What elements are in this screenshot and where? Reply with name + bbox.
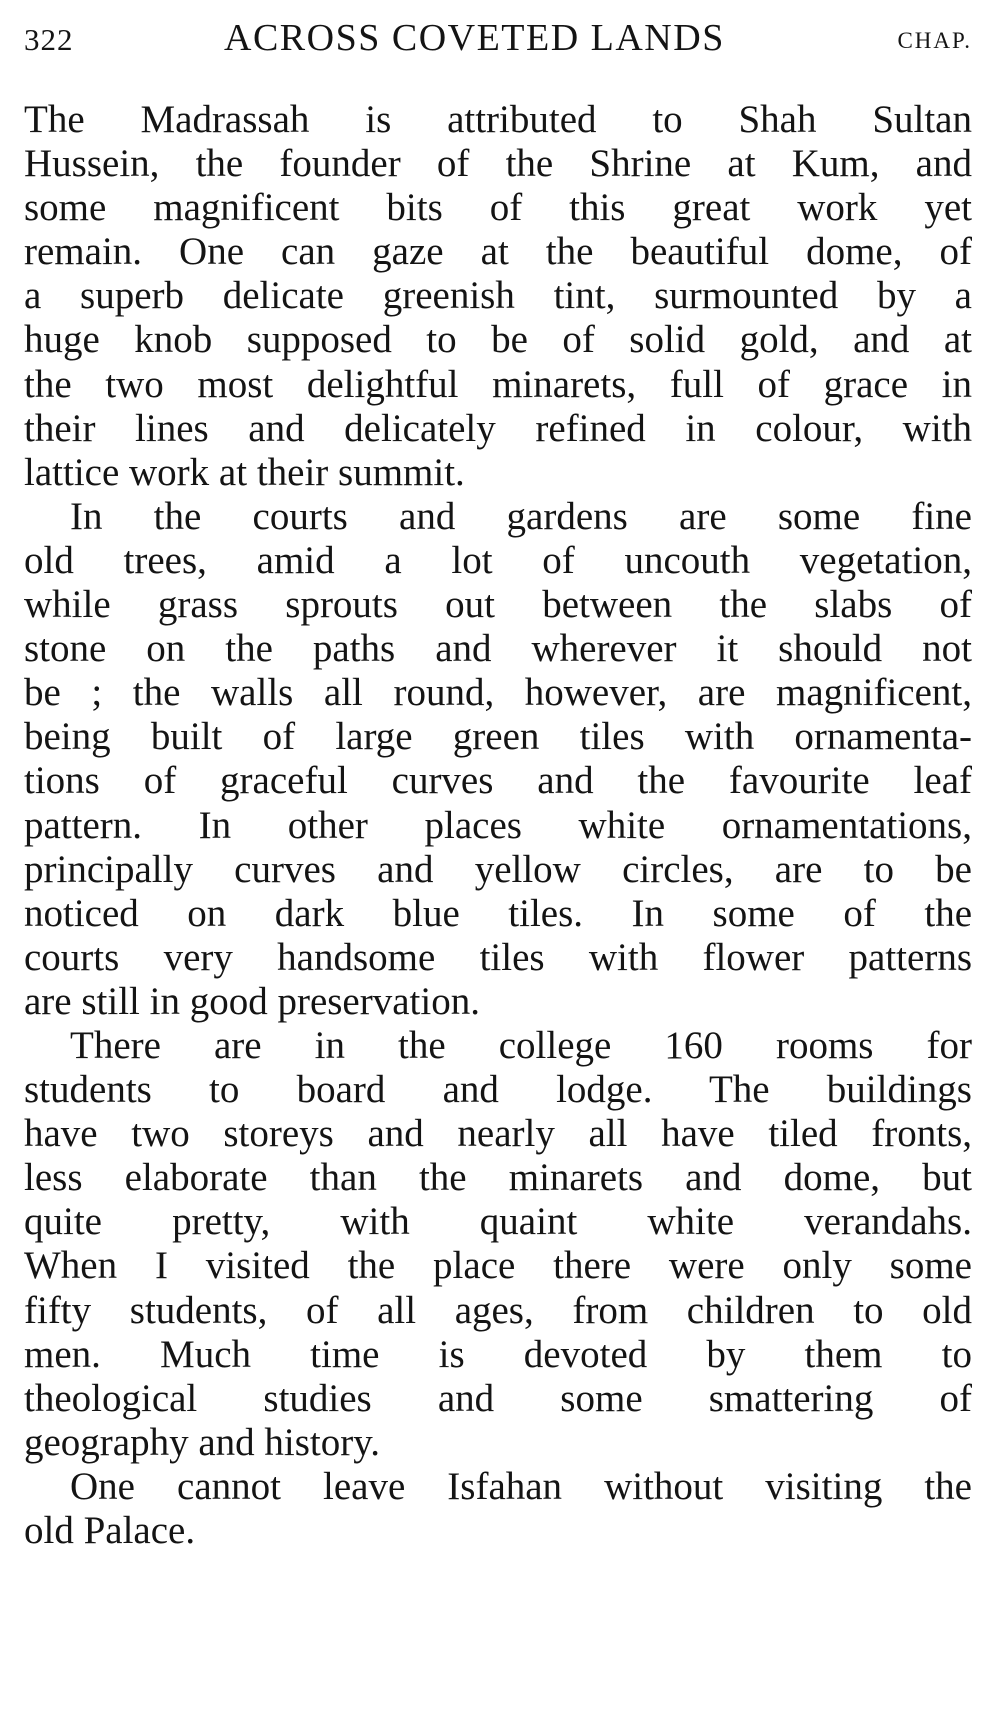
text-line: When I visited the place there were only some bbox=[24, 1244, 972, 1288]
text-line: less elaborate than the minarets and dome, but bbox=[24, 1156, 972, 1200]
text-line: some magnificent bits of this great work yet bbox=[24, 186, 972, 230]
text-line: Hussein, the founder of the Shrine at Kum, and bbox=[24, 142, 972, 186]
text-line: being built of large green tiles with ornamenta- bbox=[24, 715, 972, 759]
text-line: be ; the walls all round, however, are magnificent, bbox=[24, 671, 972, 715]
text-line: lattice work at their summit. bbox=[24, 450, 465, 494]
text-line: tions of graceful curves and the favourite leaf bbox=[24, 759, 972, 803]
text-line: while grass sprouts out between the slabs of bbox=[24, 583, 972, 627]
text-line: quite pretty, with quaint white verandahs. bbox=[24, 1200, 972, 1244]
text-line: the two most delightful minarets, full of grace in bbox=[24, 362, 972, 406]
running-title: ACROSS COVETED LANDS bbox=[224, 17, 725, 59]
text-line: stone on the paths and wherever it should not bbox=[24, 627, 972, 671]
text-line: noticed on dark blue tiles. In some of the bbox=[24, 891, 972, 935]
text-line: One cannot leave Isfahan without visiting the bbox=[70, 1464, 972, 1508]
text-line: students to board and lodge. The buildings bbox=[24, 1068, 972, 1112]
text-line: pattern. In other places white ornamentations, bbox=[24, 803, 972, 847]
chapter-mark: CHAP. bbox=[897, 28, 972, 53]
text-line: old trees, amid a lot of uncouth vegetation, bbox=[24, 538, 972, 582]
text-line: geography and history. bbox=[24, 1420, 380, 1464]
text-line: theological studies and some smattering of bbox=[24, 1376, 972, 1420]
text-line: fifty students, of all ages, from children to old bbox=[24, 1288, 972, 1332]
page-number: 322 bbox=[24, 22, 74, 57]
text-line: In the courts and gardens are some fine bbox=[70, 494, 972, 538]
text-line: courts very handsome tiles with flower patterns bbox=[24, 935, 972, 979]
text-line: There are in the college 160 rooms for bbox=[70, 1023, 972, 1067]
text-line: have two storeys and nearly all have tiled fronts, bbox=[24, 1112, 972, 1156]
body-text bbox=[24, 98, 972, 1553]
text-line: The Madrassah is attributed to Shah Sultan bbox=[24, 98, 972, 141]
text-line: men. Much time is devoted by them to bbox=[24, 1332, 972, 1376]
running-header bbox=[24, 14, 974, 70]
text-line: a superb delicate greenish tint, surmounted by a bbox=[24, 274, 972, 318]
text-line: their lines and delicately refined in colour, with bbox=[24, 406, 972, 450]
text-line: huge knob supposed to be of solid gold, and at bbox=[24, 318, 972, 362]
text-line: old Palace. bbox=[24, 1509, 196, 1552]
text-line: remain. One can gaze at the beautiful dome, of bbox=[24, 230, 972, 274]
text-line: principally curves and yellow circles, are to be bbox=[24, 847, 972, 891]
text-line: are still in good preservation. bbox=[24, 979, 480, 1023]
